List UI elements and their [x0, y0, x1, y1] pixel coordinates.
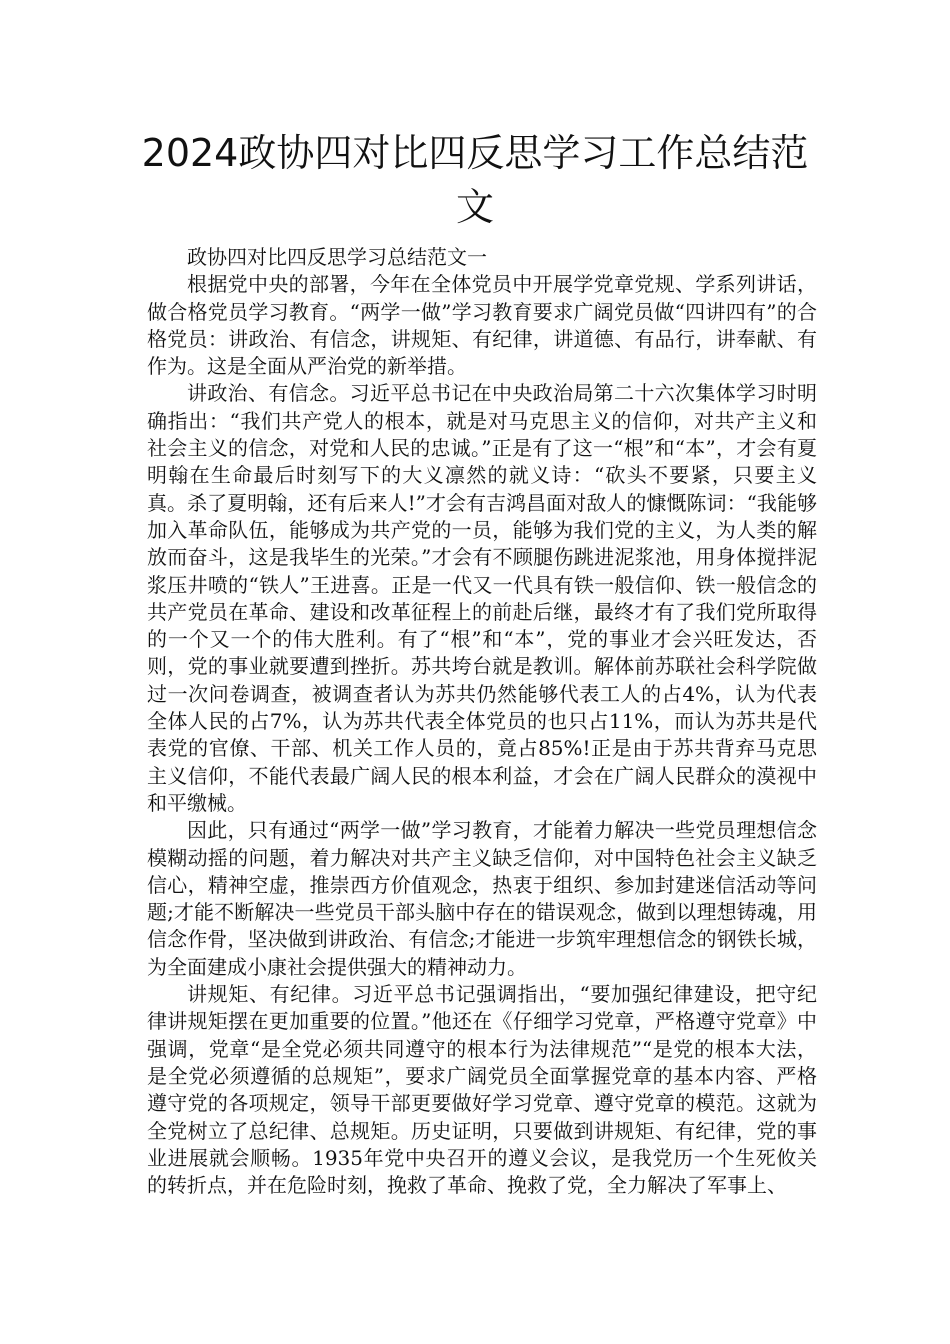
paragraph: 讲政治、有信念。习近平总书记在中央政治局第二十六次集体学习时明确指出：“我们共产党人的根本，就是对马克思主义的信仰，对共产主义和社会主义的信念，对党和人民的忠诚。”正是有了这一“根”和“本”，才会有夏明翰在生命最后时刻写下的大义凛然的就义诗：“砍头不要紧，只要主义真。杀了夏明翰，还有后来人!”才会有吉鸿昌面对敌人的慷慨陈词：“我能够加入革命队伍，能够成为共产党的一员，能够为我们党的主义，为人类的解放而奋斗，这是我毕生的光荣。”才会有不顾腿伤跳进泥浆池，用身体搅拌泥浆压井喷的“铁人”王进喜。正是一代又一代具有铁一般信仰、铁一般信念的共产党员在革命、建设和改革征程上的前赴后继，最终才有了我们党所取得的一个又一个的伟大胜利。有了“根”和“本”，党的事业才会兴旺发达，否则，党的事业就要遭到挫折。苏共垮台就是教训。解体前苏联社会科学院做过一次问卷调查，被调查者认为苏共仍然能够代表工人的占4%，认为代表全体人民的占7%，认为苏共代表全体党员的也只占11%，而认为苏共是代表党的官僚、干部、机关工作人员的，竟占85%!正是由于苏共背弃马克思主义信仰，不能代表最广阔人民的根本利益，才会在广阔人民群众的漠视中和平缴械。 — [147, 381, 817, 815]
paragraph-subtitle: 政协四对比四反思学习总结范文一 — [187, 245, 487, 269]
paragraph: 根据党中央的部署，今年在全体党员中开展学党章党规、学系列讲话，做合格党员学习教育。“两学一做”学习教育要求广阔党员做“四讲四有”的合格党员：讲政治、有信念，讲规矩、有纪律，讲道德、有品行，讲奉献、有作为。这是全面从严治党的新举措。 — [147, 272, 817, 379]
document-body — [147, 244, 817, 1199]
paragraph: 讲规矩、有纪律。习近平总书记强调指出，“要加强纪律建设，把守纪律讲规矩摆在更加重要的位置。”他还在《仔细学习党章，严格遵守党章》中强调，党章“是全党必须共同遵守的根本行为法律规范”“是党的根本大法，是全党必须遵循的总规矩”，要求广阔党员全面掌握党章的基本内容、严格遵守党的各项规定，领导干部更要做好学习党章、遵守党章的模范。这就为全党树立了总纪律、总规矩。历史证明，只要做到讲规矩、有纪律，党的事业进展就会顺畅。1935年党中央召开的遵义会议，是我党历一个生死攸关的转折点，并在危险时刻，挽救了革命、挽救了党，全力解决了军事上、 — [147, 982, 817, 1198]
document-title: 2024政协四对比四反思学习工作总结范文 — [141, 131, 809, 229]
paragraph: 因此，只有通过“两学一做”学习教育，才能着力解决一些党员理想信念模糊动摇的问题，着力解决对共产主义缺乏信仰，对中国特色社会主义缺乏信心，精神空虚，推崇西方价值观念，热衷于组织、参加封建迷信活动等问题;才能不断解决一些党员干部头脑中存在的错误观念，做到以理想铸魂，用信念作骨，坚决做到讲政治、有信念;才能进一步筑牢理想信念的钢铁长城，为全面建成小康社会提供强大的精神动力。 — [147, 818, 817, 979]
